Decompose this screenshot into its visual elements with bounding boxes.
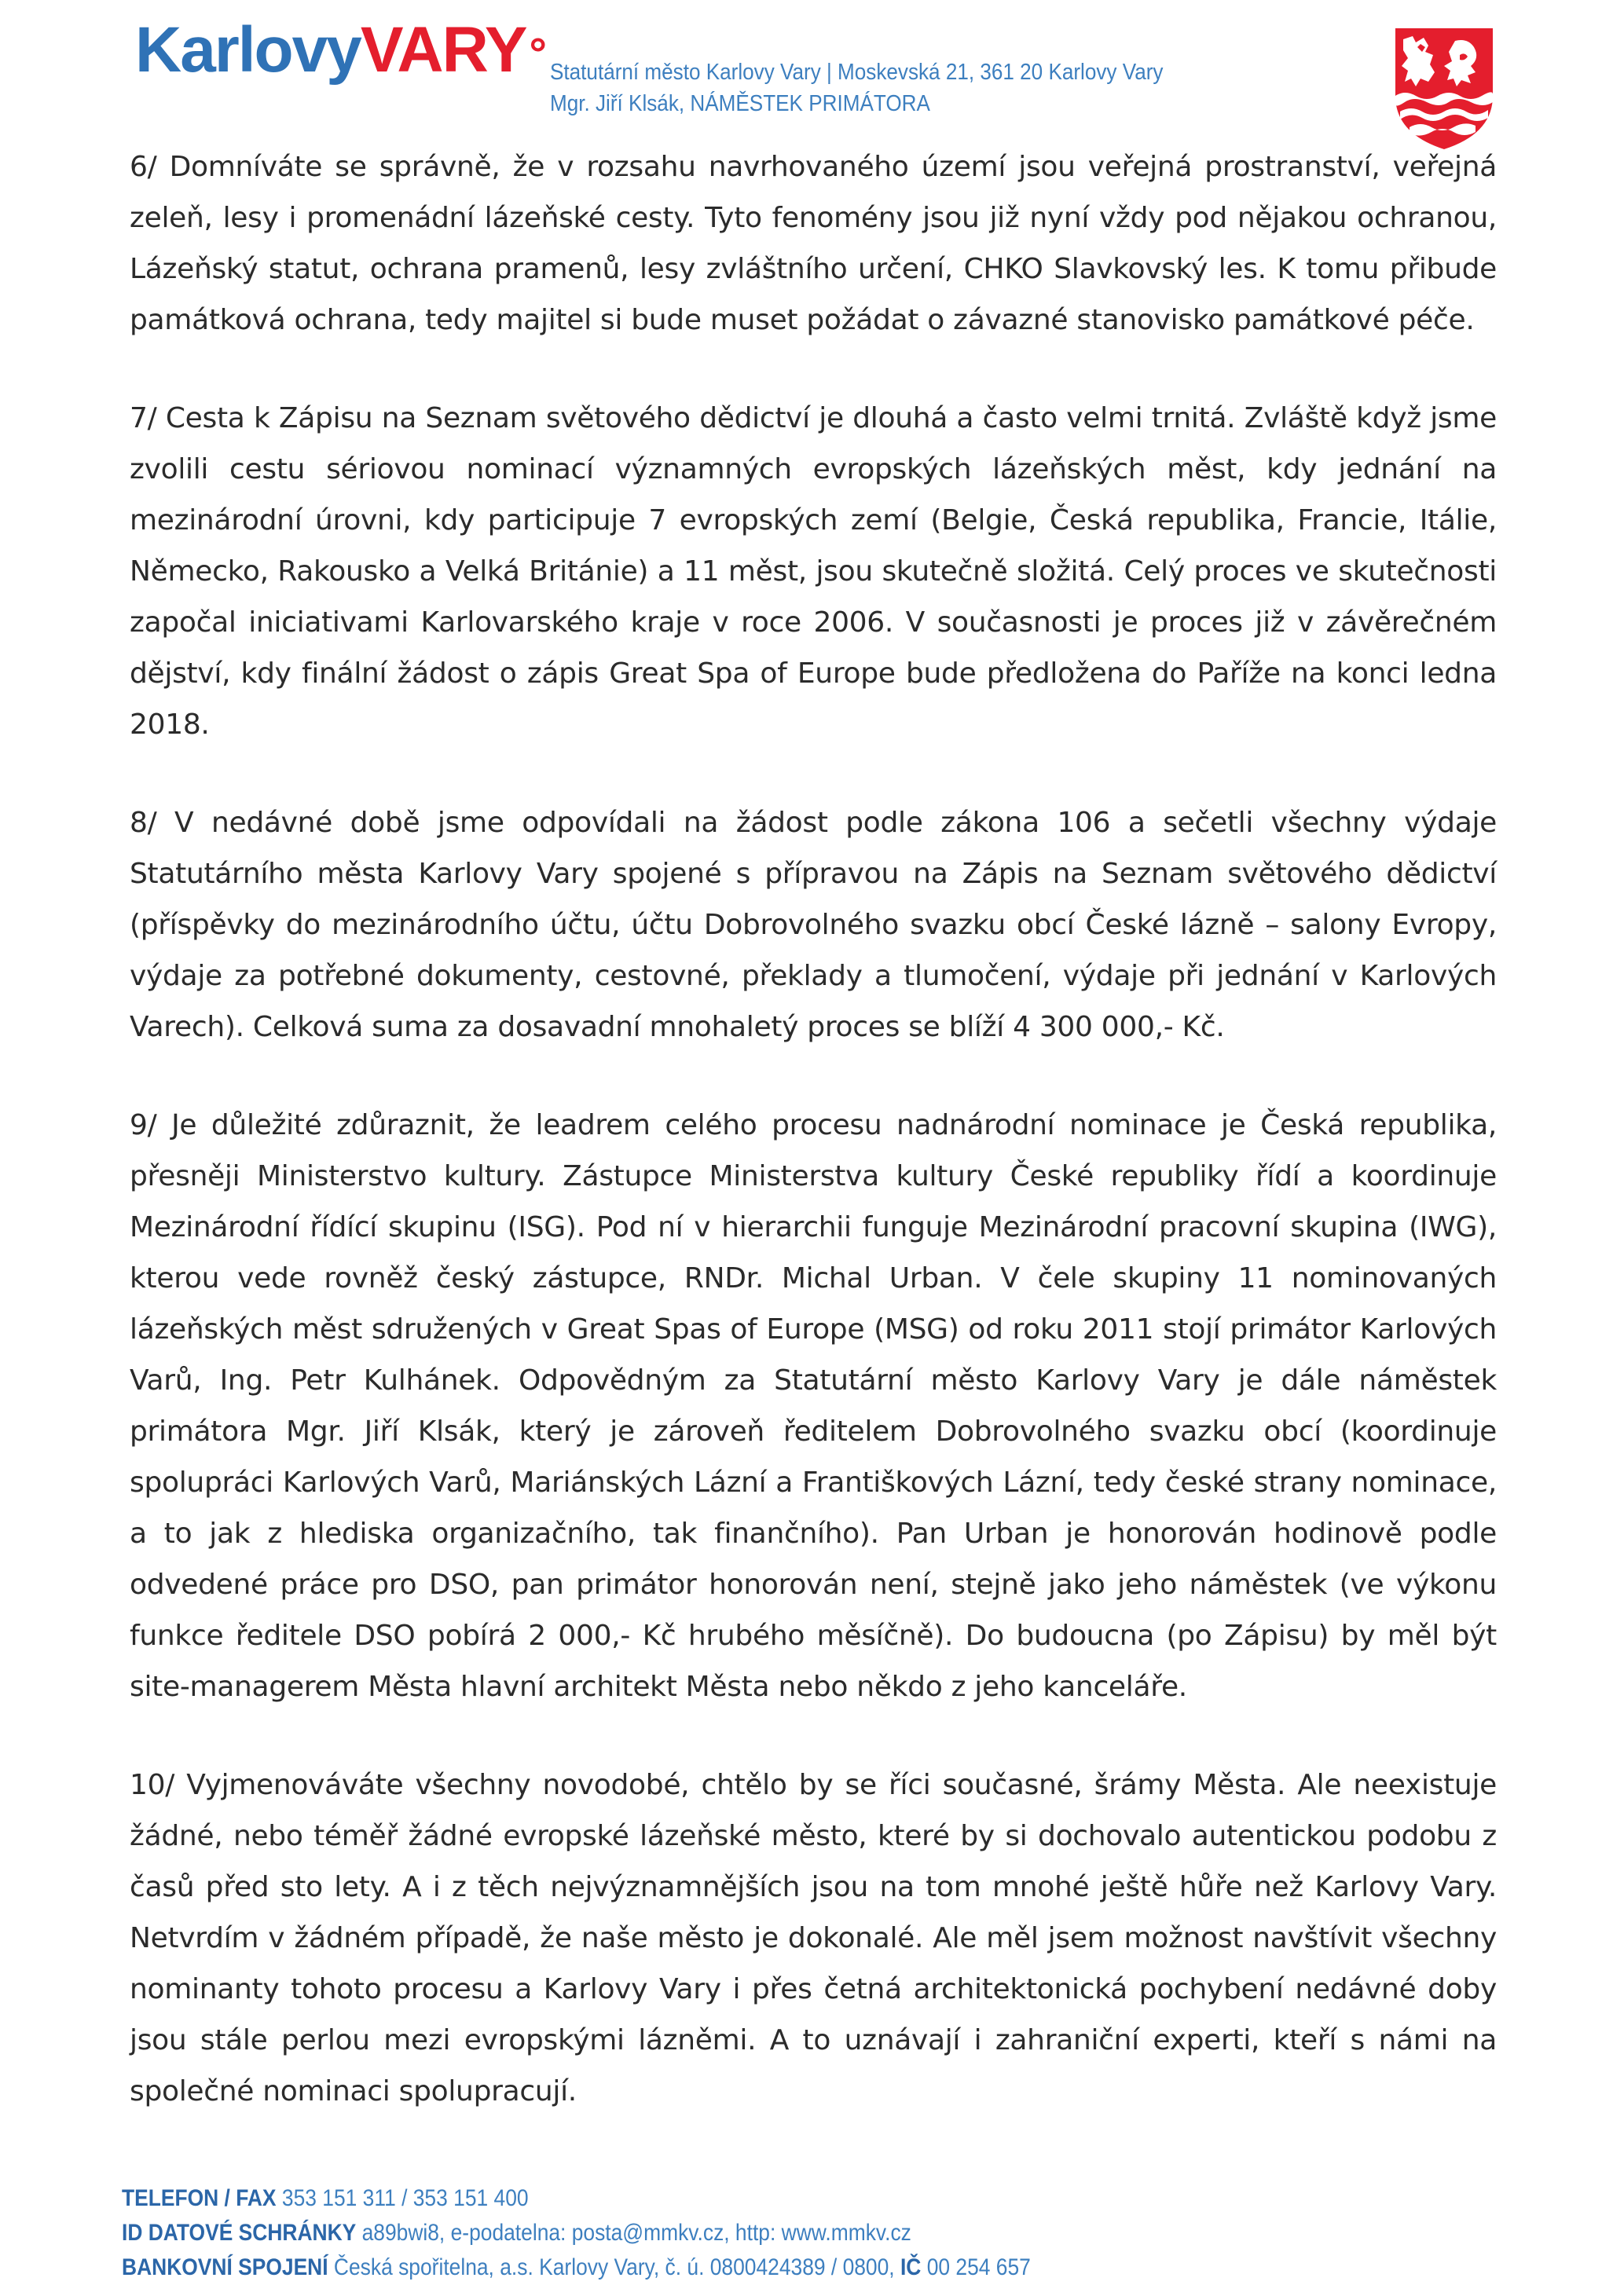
paragraph-9: 9/ Je důležité zdůraznit, že leadrem celého procesu nadnárodní nominace je Česká republika, přesněji Ministerstvo kultury. Zástupce Ministerstva kultury České republiky řídí a koordinuje Mezinárodní řídící skupinu (ISG). Pod ní v hierarchii funguje Mezinárodní pracovní skupina (IWG), kterou vede rovněž český zástupce, RNDr. Michal Urban. V čele skupiny 11 nominovaných lázeňských měst sdružených v Great Spas of Europe (MSG) od roku 2011 stojí primátor Karlových Varů, Ing. Petr Kulhánek. Odpovědným za Statutární město Karlovy Vary je dále náměstek primátora Mgr. Jiří Klsák, který je zároveň ředitelem Dobrovolného svazku obcí (koordinuje spolupráci Karlových Varů, Mariánských Lázní a Františkových Lázní, tedy české strany nominace, a to jak z hlediska organizačního, tak finančního). Pan Urban je honorován hodinově podle odvedené práce pro DSO, pan primátor honorován není, stejně jako jeho náměstek (ve výkonu funkce ředitele DSO pobírá 2 000,- Kč hrubého měsíčně). Do budoucna (po Zápisu) by měl být site-managerem Města hlavní architekt Města nebo někdo z jeho kanceláře. [130,1109,1497,1703]
footer-bank-label: BANKOVNÍ SPOJENÍ [122,2254,328,2280]
footer-ic-value: 00 254 657 [926,2254,1031,2280]
footer-bank-line [122,2250,1031,2285]
footer-phone-value: 353 151 311 / 353 151 400 [281,2185,529,2211]
paragraph-8: 8/ V nedávné době jsme odpovídali na žádost podle zákona 106 a sečetli všechny výdaje Statutárního města Karlovy Vary spojené s přípravou na Zápis na Seznam světového dědictví (příspěvky do mezinárodního účtu, účtu Dobrovolného svazku obcí České lázně – salony Evropy, výdaje za potřebné dokumenty, cestovné, překlady a tlumočení, výdaje při jednání v Karlových Varech). Celková suma za dosavadní mnohaletý proces se blíží 4 300 000,- Kč. [130,807,1497,1043]
logo-karlovy: Karlovy [135,14,361,86]
logo-degree: ° [529,28,545,78]
paragraph-6: 6/ Domníváte se správně, že v rozsahu navrhovaného území jsou veřejná prostranství, veřejná zeleň, lesy i promenádní lázeňské cesty. Tyto fenomény jsou již nyní vždy pod nějakou ochranou, Lázeňský statut, ochrana pramenů, lesy zvláštního určení, CHKO Slavkovský les. K tomu přibude památková ochrana, tedy majitel si bude muset požádat o závazné stanovisko památkové péče. [130,151,1497,336]
paragraph-10: 10/ Vyjmenováváte všechny novodobé, chtělo by se říci současné, šrámy Města. Ale neexistuje žádné, nebo téměř žádné evropské lázeňské město, které by si dochovalo autentickou podobu z časů před sto lety. A i z těch nejvýznamnějších jsou na tom mnohé ještě hůře než Karlovy Vary. Netvrdím v žádném případě, že naše město je dokonalé. Ale měl jsem možnost navštívit všechny nominanty tohoto procesu a Karlovy Vary i přes četná architektonická pochybení nedávné doby jsou stále perlou mezi evropskými lázněmi. A to uznávají i zahraniční experti, kteří s námi na společné nominaci spolupracují. [130,1769,1497,2107]
footer-phone-line [122,2181,1031,2216]
letter-footer [122,2181,1031,2285]
footer-phone-label: TELEFON / FAX [122,2185,277,2211]
letter-body [130,141,1497,2117]
footer-databox-value: a89bwi8, e-podatelna: posta@mmkv.cz, http: www.mmkv.cz [361,2220,911,2246]
paragraph-7: 7/ Cesta k Zápisu na Seznam světového dědictví je dlouhá a často velmi trnitá. Zvláště když jsme zvolili cestu sériovou nominací významných evropských lázeňských měst, kdy jednání na mezinárodní úrovni, kdy participuje 7 evropských zemí (Belgie, Česká republika, Francie, Itálie, Německo, Rakousko a Velká Británie) a 11 měst, jsou skutečně složitá. Celý proces ve skutečnosti započal iniciativami Karlovarského kraje v roce 2006. V současnosti je proces již v závěrečném dějství, kdy finální žádost o zápis Great Spa of Europe bude předložena do Paříže na konci ledna 2018. [130,402,1497,741]
footer-databox-line [122,2216,1031,2250]
footer-databox-label: ID DATOVÉ SCHRÁNKY [122,2220,357,2246]
logo-vary: VARY [360,14,526,86]
letterhead-person-line: Mgr. Jiří Klsák, NÁMĚSTEK PRIMÁTORA [550,91,930,116]
letterhead-info [550,57,1163,119]
footer-ic-label: IČ [900,2254,922,2280]
city-logo [135,11,545,90]
letterhead-org-line: Statutární město Karlovy Vary | Moskevská 21, 361 20 Karlovy Vary [550,60,1164,85]
karlovy-vary-coat-of-arms-icon [1389,24,1499,154]
footer-bank-value: Česká spořitelna, a.s. Karlovy Vary, č. ú. 0800424389 / 0800, [333,2254,895,2280]
